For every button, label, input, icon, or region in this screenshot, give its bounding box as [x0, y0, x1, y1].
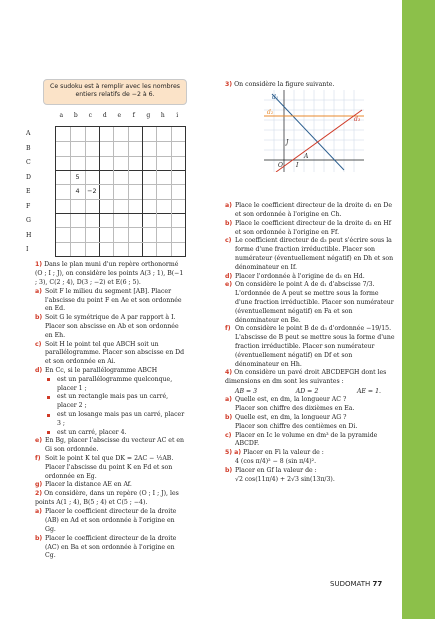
sub-label: b)	[225, 219, 233, 227]
sub-label: d)	[225, 272, 233, 280]
sub-text: Placer en Ic le volume en dm³ de la pyramide ABCDF.	[235, 431, 378, 448]
sub-text: Placer le coefficient directeur de la droite (AB) en Ad et son ordonnée à l'origine en Gg.	[45, 508, 177, 533]
sub-text: On considère le point A de d₁ d'abscisse 7/3.	[235, 281, 375, 289]
grid-line	[99, 127, 100, 256]
line-d3	[276, 110, 362, 172]
sub-label: f)	[225, 325, 231, 333]
math-expression: √2 cos(11π/4) + 2√3 sin(13π/3).	[235, 476, 335, 483]
grid-line	[156, 127, 157, 256]
sub-text: Placer le coefficient directeur de la droite (AC) en Ba et son ordonnée à l'origine en Cg.	[45, 534, 177, 560]
intro-text: Ce sudoku est à remplir avec les nombres entiers relatifs de −2 à 6.	[50, 83, 180, 99]
sudoku-grid[interactable]	[55, 126, 186, 257]
sub-label: b)	[35, 314, 43, 322]
label-d2: d₂	[267, 109, 274, 116]
sudoku-intro-box	[43, 79, 187, 105]
grid-line	[128, 127, 129, 256]
math-expression: 4 (cos π/4)² − 8 (sin π/4)².	[235, 458, 317, 466]
dimensions-line	[225, 388, 395, 397]
question-text: On considère la figure suivante.	[234, 81, 335, 88]
dimension: AB = 3	[235, 387, 258, 395]
page-number: 77	[372, 580, 383, 588]
question-number: 4)	[225, 369, 233, 377]
col-label: g	[146, 112, 151, 119]
sub-label: e)	[225, 281, 233, 289]
sub-text: Place le coefficient directeur de la droite d₁ en De et son ordonnée à l'origine en Ch.	[235, 202, 392, 219]
sub-text: Soit le point K tel que DK = 2AC − ½AB.	[45, 455, 174, 463]
sub-text: Place le coefficient directeur de la droite d₂ en Hf et son ordonnée à l'origine en Ff.	[235, 219, 392, 236]
grid-line	[113, 127, 114, 256]
row-label: G	[26, 217, 31, 224]
grid-line	[56, 242, 185, 243]
label-I: I	[296, 162, 299, 169]
sub-label: a)	[35, 287, 43, 295]
col-label: i	[176, 112, 179, 119]
sub-text: Placer la distance AE en Af.	[45, 481, 132, 489]
question-text: Dans le plan muni d'un repère orthonormé (O ; I ; J), on considère les points A(3 ; 1), B(−1 ; 3), C(2 ; 4), D(3 ; −2) et E(6 ; 5).	[35, 261, 184, 286]
sub-label: e)	[35, 437, 43, 445]
sub-text: En Bg, placer l'abscisse du vecteur AC et en Gi son ordonnée.	[45, 437, 185, 454]
col-label: c	[88, 112, 92, 119]
col-label: b	[73, 112, 78, 119]
col-label: h	[160, 112, 165, 119]
sudoku-cell-value: 4	[75, 187, 80, 196]
row-label: C	[26, 159, 31, 166]
sub-text: Placer en Fi la valeur de :	[243, 449, 324, 457]
sub-label: a)	[234, 449, 242, 457]
sub-text: Placer son chiffre des centièmes en Di.	[235, 422, 358, 430]
row-label: E	[26, 188, 31, 195]
sub-label: b)	[35, 534, 43, 542]
label-d3: d₃	[354, 116, 361, 123]
sub-text: Placer l'ordonnée à l'origine de d₃ en Hd.	[235, 272, 365, 280]
list-item: est un rectangle mais pas un carré, placer 2 ;	[35, 393, 185, 411]
sub-label: a)	[225, 396, 233, 404]
grid-line	[56, 184, 185, 185]
question-number: 5)	[225, 449, 233, 457]
question-number: 3)	[225, 81, 233, 88]
list-item: est un losange mais pas un carré, placer 3 ;	[35, 411, 185, 429]
sub-label: b)	[225, 467, 233, 475]
sub-label: c)	[225, 237, 232, 245]
grid-line	[56, 227, 185, 228]
col-label: a	[59, 112, 64, 119]
question-number: 2)	[35, 490, 43, 498]
sub-text: Placer en Gf la valeur de :	[235, 467, 317, 475]
page-footer	[330, 580, 382, 590]
sub-label: a)	[35, 508, 43, 516]
label-A: A	[304, 153, 309, 160]
sub-label: g)	[35, 481, 43, 489]
row-label: H	[26, 231, 32, 239]
sub-text: En Cc, si le parallélogramme ABCH	[45, 367, 158, 375]
sub-text: Placer l'abscisse du point K en Fd et son ordonnée en Eg.	[45, 463, 173, 480]
sub-text: Le coefficient directeur de d₃ peut s'écrire sous la forme d'une fraction irréductible. Placer son numérateur (éventuellement négatif) en Dh et son dénominateur en If.	[235, 237, 394, 271]
sub-label: b)	[225, 413, 233, 421]
grid-line	[56, 199, 185, 200]
dimension: AD = 2	[295, 387, 319, 395]
list-item: est un carré, placer 4.	[35, 429, 185, 438]
chapter-color-band	[402, 0, 435, 619]
sudoku-cell-value: 5	[75, 173, 80, 181]
question-text: On considère un pavé droit ABCDEFGH dont les dimensions en dm sont les suivantes :	[225, 369, 387, 386]
sub-text: Soit G le symétrique de A par rapport à I. Placer son abscisse en Ab et son ordonnée en Eh.	[45, 314, 179, 339]
grid-line	[56, 156, 185, 157]
left-column	[35, 261, 185, 561]
lines-figure	[264, 90, 364, 172]
sudoku-cell-value: −2	[87, 187, 97, 196]
grid-line	[56, 170, 185, 171]
brand-name: SUDOMATH	[330, 580, 371, 588]
sub-label: a)	[225, 202, 233, 210]
sub-text: On considère le point B de d₃ d'ordonnée −19/15.	[235, 325, 392, 333]
row-label: B	[26, 144, 31, 152]
label-O: O	[278, 162, 283, 169]
grid-line	[56, 141, 185, 142]
sub-text: L'ordonnée de A peut se mettre sous la forme d'une fraction irréductible. Placer son numérateur (éventuellement négatif) en Fa et son dénominateur en Be.	[235, 290, 394, 324]
grid-line	[56, 213, 185, 214]
sub-label: c)	[225, 431, 232, 439]
label-J: J	[286, 139, 289, 146]
sub-text: L'abscisse de B peut se mettre sous la forme d'une fraction irréductible. Placer son numérateur (éventuellement négatif) en Df et son dénominateur en Hh.	[235, 334, 395, 368]
label-d1: d₁	[272, 94, 279, 101]
question-text: On considère, dans un repère (O ; I ; J), les points A(1 ; 4), B(5 ; 4) et C(5 ; −4).	[35, 490, 179, 507]
row-label: F	[26, 202, 31, 210]
col-label: d	[102, 112, 107, 119]
list-item: est un parallélogramme quelconque, placer 1 ;	[35, 376, 185, 394]
dimension: AE = 1.	[356, 387, 381, 395]
sub-text: Quelle est, en dm, la longueur AC ?	[235, 396, 347, 404]
sub-text: Placer son chiffre des dixièmes en Ea.	[235, 405, 355, 413]
row-label: A	[26, 130, 31, 137]
grid-line	[171, 127, 172, 256]
col-label: e	[117, 112, 122, 119]
grid-line	[142, 127, 143, 256]
sub-text: Quelle est, en dm, la longueur AG ?	[235, 413, 347, 421]
col-label: f	[132, 112, 135, 119]
sub-text: Soit F le milieu du segment [AB]. Placer l'abscisse du point F en Ae et son ordonnée en Ed.	[45, 287, 182, 313]
row-label: I	[26, 246, 29, 253]
sub-text: Soit H le point tel que ABCH soit un parallélogramme. Placer son abscisse en Dd et son ordonnée en Ai.	[45, 340, 185, 366]
sub-label: d)	[35, 367, 43, 375]
sub-label: f)	[35, 455, 41, 463]
row-label: D	[26, 173, 31, 181]
sub-label: c)	[35, 340, 42, 348]
question-number: 1)	[35, 261, 43, 268]
